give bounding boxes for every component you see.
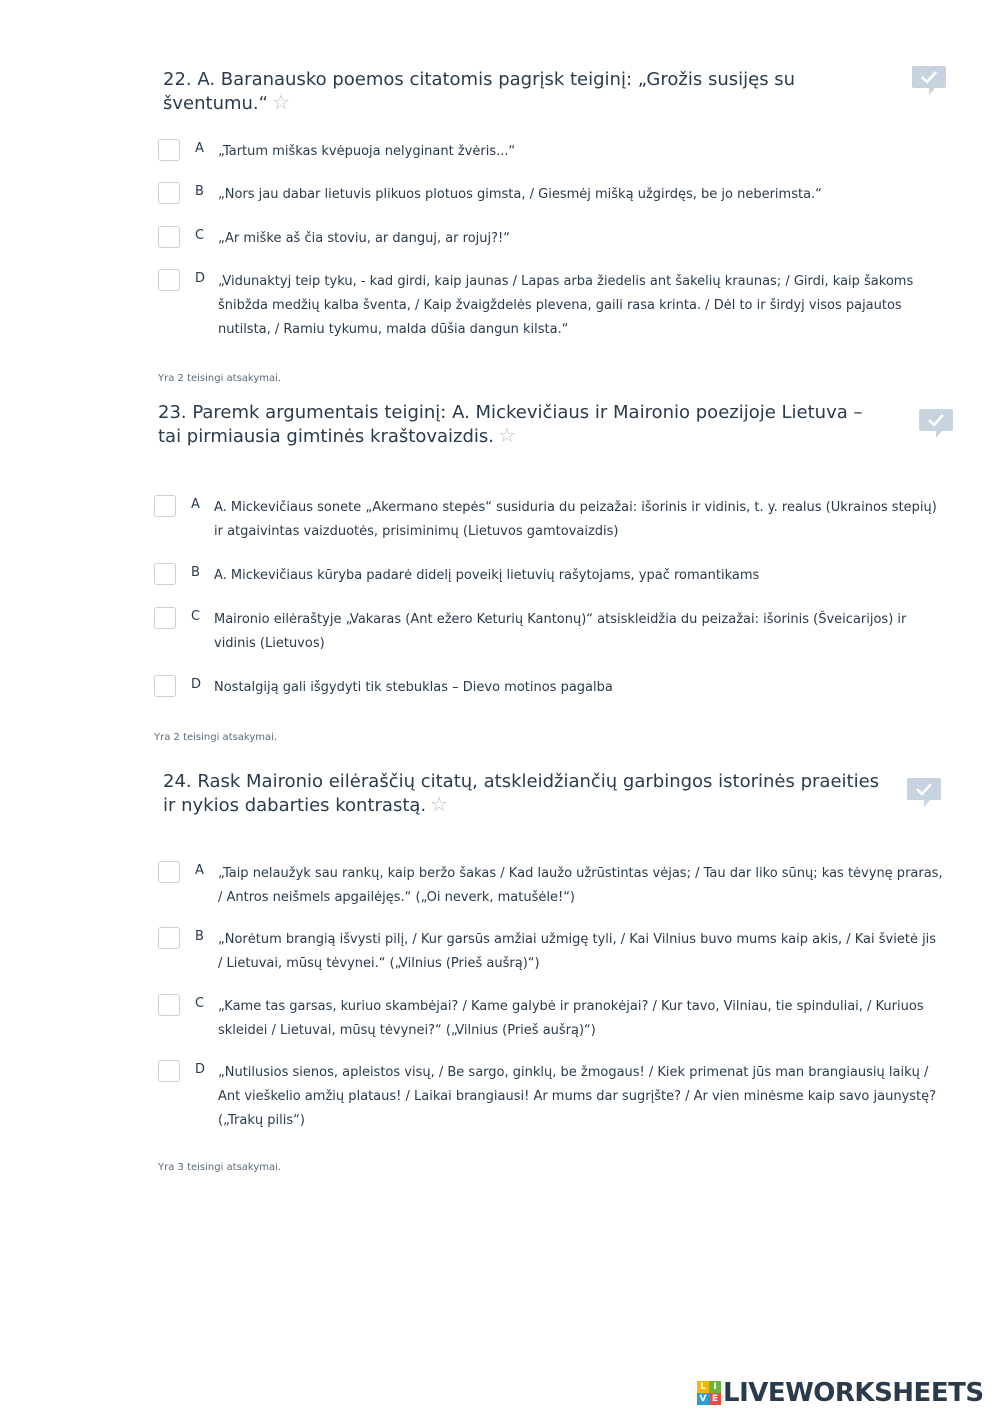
option-text: „Vidunaktyj teip tyku, - kad girdi, kaip jaunas / Lapas arba žiedelis ant šakelių kraunas; / Girdi, kaip šakoms šnibžda medžių kalba šventa, / Kaip žvaigždelės plevena, gaili rasa krinta. / Dėl to ir širdyj visos pajautos nutilsta, / Ramiu tykumu, malda dūšia dangun kilsta.“	[218, 274, 914, 337]
comment-icon[interactable]	[918, 407, 954, 439]
option-text: „Ar miške aš čia stoviu, ar danguj, ar rojuj?!“	[218, 231, 510, 246]
logo-mark-letter: E	[709, 1393, 721, 1405]
option-text: Maironio eilėraštyje „Vakaras (Ant ežero Keturių Kantonų)“ atsiskleidžia du peizažai: išorinis (Šveicarijos) ir vidinis (Lietuvos)	[214, 612, 907, 651]
answer-checkbox[interactable]	[154, 563, 176, 585]
logo-mark-letter: L	[697, 1381, 709, 1393]
liveworksheets-logo	[697, 1378, 984, 1408]
comment-icon[interactable]	[911, 64, 947, 96]
star-icon[interactable]: ☆	[430, 792, 449, 816]
option-letter: D	[195, 271, 206, 286]
question-22	[163, 68, 883, 115]
option-letter: B	[191, 565, 200, 580]
question-23	[158, 401, 878, 448]
option-letter: D	[191, 677, 202, 692]
answer-checkbox[interactable]	[154, 675, 176, 697]
logo-mark	[697, 1381, 721, 1405]
option-text: „Taip nelaužyk sau rankų, kaip beržo šakas / Kad laužo užrūstintas vėjas; / Tau dar liko sūnų; kas tėvynę praras, / Antros neišmels apgailėjęs.“ („Oi neverk, matušėle!“)	[218, 866, 943, 905]
option-letter: C	[195, 228, 205, 243]
option-text: „Kame tas garsas, kuriuo skambėjai? / Kame galybė ir pranokėjai? / Kur tavo, Vilniau, tie spinduliai, / Kuriuos skleidei / Lietuvai, mūsų tėvynei?“ („Vilnius (Prieš aušrą)“)	[218, 999, 924, 1038]
option-letter: B	[195, 929, 204, 944]
answer-checkbox[interactable]	[158, 927, 180, 949]
answer-count-note: Yra 3 teisingi atsakymai.	[158, 1162, 282, 1173]
answer-checkbox[interactable]	[158, 994, 180, 1016]
option-text: „Tartum miškas kvėpuoja nelyginant žvėris...“	[218, 144, 516, 159]
answer-checkbox[interactable]	[158, 269, 180, 291]
option-text: „Nors jau dabar lietuvis plikuos plotuos gimsta, / Giesmėj mišką užgirdęs, be jo neberimsta.“	[218, 187, 822, 202]
question-24	[163, 770, 883, 817]
answer-checkbox[interactable]	[154, 495, 176, 517]
option-text: „Nutilusios sienos, apleistos visų, / Be sargo, ginklų, be žmogaus! / Kiek primenat jūs man brangiausių laikų / Ant vieškelio amžių plataus! / Laikai brangiausi! Ar mums dar sugrįšte? / Ar vien minėsme kaip savo jaunystę? („Trakų pilis“)	[218, 1065, 937, 1128]
logo-mark-letter: V	[697, 1393, 709, 1405]
logo-mark-letter: I	[709, 1381, 721, 1393]
answer-checkbox[interactable]	[158, 139, 180, 161]
option-text: A. Mickevičiaus sonete „Akermano stepės“ susiduria du peizažai: išorinis ir vidinis, t. y. realus (Ukrainos stepių) ir atgaivintas vaizduotės, prisiminimų (Lietuvos gamtovaizdis)	[214, 500, 937, 539]
option-letter: D	[195, 1062, 206, 1077]
answer-count-note: Yra 2 teisingi atsakymai.	[154, 732, 278, 743]
option-text: A. Mickevičiaus kūryba padarė didelį poveikį lietuvių rašytojams, ypač romantikams	[214, 568, 760, 583]
star-icon[interactable]: ☆	[498, 423, 516, 447]
answer-checkbox[interactable]	[154, 607, 176, 629]
option-letter: C	[195, 996, 205, 1011]
option-text: „Norėtum brangią išvysti pilį, / Kur garsūs amžiai užmigę tyli, / Kai Vilnius buvo mums kaip akis, / Kai švietė jis / Lietuvai, mūsų tėvynei.“ („Vilnius (Prieš aušrą)“)	[218, 932, 937, 971]
option-text: Nostalgiją gali išgydyti tik stebuklas – Dievo motinos pagalba	[214, 680, 613, 695]
question-title: 24. Rask Maironio eilėraščių citatų, atskleidžiančių garbingos istorinės praeities ir nykios dabarties kontrastą. ☆	[163, 771, 880, 816]
star-icon[interactable]: ☆	[271, 90, 290, 114]
answer-checkbox[interactable]	[158, 226, 180, 248]
logo-text: LIVEWORKSHEETS	[723, 1378, 984, 1408]
option-letter: C	[191, 609, 201, 624]
option-letter: A	[191, 497, 200, 512]
answer-checkbox[interactable]	[158, 861, 180, 883]
question-title: 22. A. Baranausko poemos citatomis pagrįsk teiginį: „Grožis susijęs su šventumu.“ ☆	[163, 69, 796, 114]
option-letter: A	[195, 141, 204, 156]
comment-icon[interactable]	[906, 776, 942, 808]
question-title: 23. Paremk argumentais teiginį: A. Mickevičiaus ir Maironio poezijoje Lietuva – tai pirmiausia gimtinės kraštovaizdis. ☆	[158, 402, 863, 447]
answer-checkbox[interactable]	[158, 1060, 180, 1082]
answer-count-note: Yra 2 teisingi atsakymai.	[158, 373, 282, 384]
answer-checkbox[interactable]	[158, 182, 180, 204]
option-letter: A	[195, 863, 204, 878]
option-letter: B	[195, 184, 204, 199]
